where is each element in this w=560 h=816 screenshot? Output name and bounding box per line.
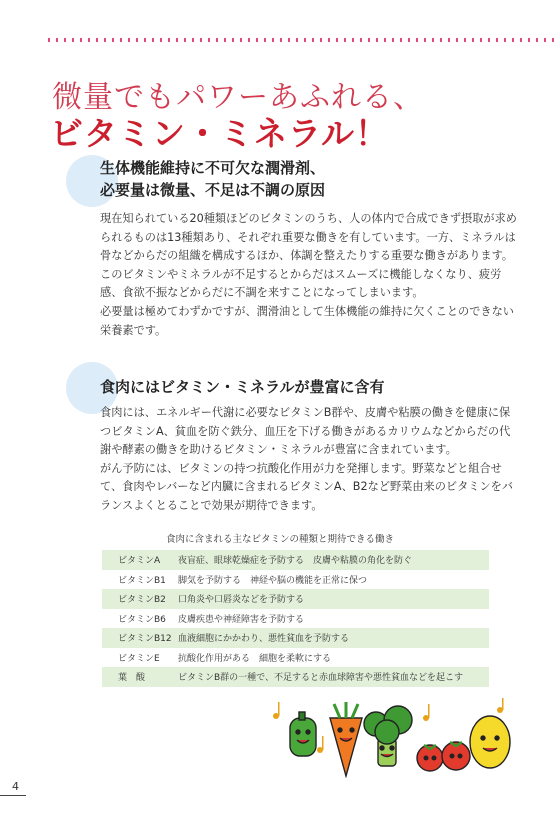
- table-row: [102, 589, 489, 609]
- vitamin-effect: 夜盲症、眼球乾燥症を予防する 皮膚や粘膜の角化を防ぐ: [178, 556, 413, 567]
- table-row: [102, 648, 489, 668]
- section2-body: [100, 404, 520, 516]
- page-number-rule: [0, 795, 26, 796]
- vitamin-name: ビタミンB12: [118, 634, 172, 645]
- section2-title: 食肉にはビタミン・ミネラルが豊富に含有: [100, 378, 385, 396]
- page-number: 4: [12, 780, 19, 793]
- table-row: [102, 609, 489, 629]
- page-heading-line2: ビタミン・ミネラル！: [50, 114, 390, 153]
- vitamin-table: [102, 550, 489, 687]
- vitamin-effect: 脚気を予防する 神経や脳の機能を正常に保つ: [178, 575, 368, 586]
- vitamin-effect: 皮膚疾患や神経障害を予防する: [178, 614, 305, 625]
- vitamin-name: ビタミンB1: [118, 575, 166, 586]
- vitamin-name: ビタミンB2: [118, 595, 166, 606]
- table-row: [102, 550, 489, 570]
- section1-body: [100, 210, 520, 340]
- section2-paragraph: 食肉には、エネルギー代謝に必要なビタミンB群や、皮膚や粘膜の働きを健康に保つビタミンA、貧血を防ぐ鉄分、血圧を下げる働きがあるカリウムなどからだの代謝や酵素の働きを助けるビタミン・ミネラルが豊富に含まれています。: [100, 406, 511, 457]
- section1-title-line2: 必要量は微量、不足は不調の原因: [100, 181, 326, 199]
- vitamin-name: 葉 酸: [118, 673, 146, 684]
- table-caption: 食肉に含まれる主なビタミンの種類と期待できる働き: [165, 534, 394, 545]
- top-dashed-rule: [48, 38, 560, 42]
- vitamin-name: ビタミンE: [118, 653, 160, 664]
- vitamin-effect: ビタミンB群の一種で、不足すると赤血球障害や悪性貧血などを起こす: [178, 673, 463, 684]
- vitamin-effect: 口角炎や口唇炎などを予防する: [178, 595, 305, 606]
- vitamin-name: ビタミンB6: [118, 614, 166, 625]
- section1-paragraph: 現在知られている20種類ほどのビタミンのうち、人の体内で合成できず摂取が求められるものは13種類あり、それぞれ重要な働きを有しています。一方、ミネラルは骨などからだの組織を構成するほか、体調を整えたりする重要な働きがあります。: [100, 212, 517, 263]
- table-row: [102, 628, 489, 648]
- vitamin-name: ビタミンA: [118, 556, 161, 567]
- section1-paragraph: このビタミンやミネラルが不足するとからだはスムーズに機能しなくなり、疲労感、食欲不振などからだに不調を来すことになってしまいます。: [100, 267, 502, 300]
- section2-paragraph: がん予防には、ビタミンの持つ抗酸化作用が力を発揮します。野菜などと組合せて、食肉やレバーなど内臓に含まれるビタミンA、B2など野菜由来のビタミンをバランスよくとることで効果が期待できます。: [100, 461, 514, 512]
- section1-paragraph: 必要量は極めてわずかですが、潤滑油として生体機能の維持に欠くことのできない栄養素です。: [100, 304, 514, 337]
- vegetable-characters-icon: [268, 698, 518, 778]
- section1-title-line1: 生体機能維持に不可欠な潤滑剤、: [100, 159, 326, 177]
- vitamin-effect: 血液細胞にかかわり、悪性貧血を予防する: [178, 634, 350, 645]
- page-heading-line1: 微量でもパワーあふれる、: [52, 80, 424, 115]
- table-row: [102, 667, 489, 687]
- table-row: [102, 570, 489, 590]
- vitamin-effect: 抗酸化作用がある 細胞を柔軟にする: [178, 653, 332, 664]
